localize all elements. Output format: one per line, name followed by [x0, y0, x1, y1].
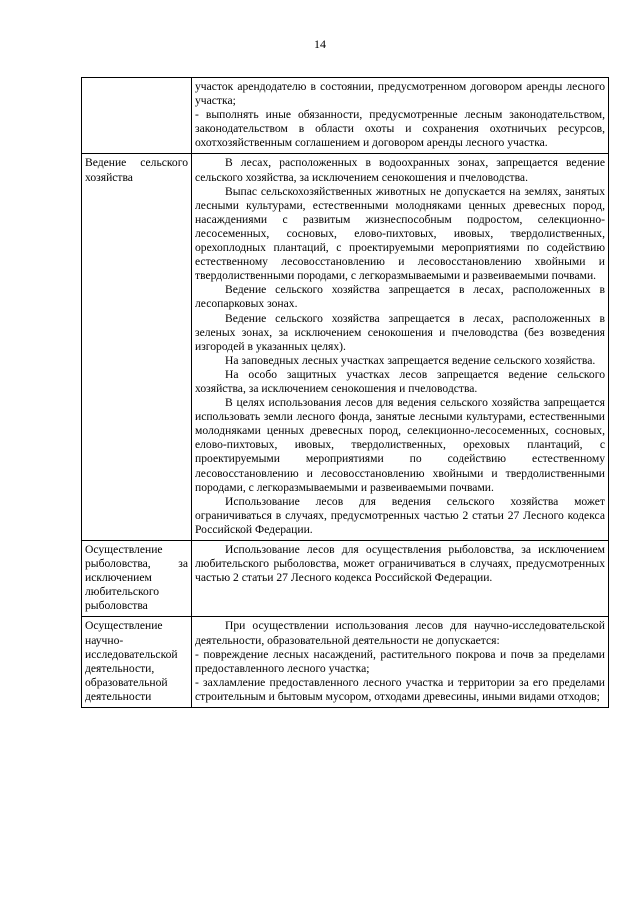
- paragraph: - захламление предоставленного лесного участка и территории за его пределами строительным и бытовым мусором, отходами древесины, иными видами отходов;: [195, 675, 605, 703]
- row-label: Ведение сельского хозяйства: [82, 154, 192, 541]
- paragraph: Ведение сельского хозяйства запрещается в лесах, расположенных в зеленых зонах, за исключением сенокошения и пчеловодства (без возведения изгородей в указанных целях).: [195, 311, 605, 353]
- row-label: [82, 78, 192, 154]
- paragraph: - выполнять иные обязанности, предусмотренные лесным законодательством, законодательством в области охоты и сохранения охотничьих ресурсов, охотхозяйственным соглашением и договором аренды лесного участка.: [195, 108, 605, 150]
- paragraph: Ведение сельского хозяйства запрещается в лесах, расположенных в лесопарковых зонах.: [195, 283, 605, 311]
- row-label: Осуществление рыболовства, за исключением любительского рыболовства: [82, 541, 192, 617]
- table-row: [82, 154, 609, 541]
- row-label: Осуществление научно-исследовательской деятельности, образовательной деятельности: [82, 617, 192, 708]
- paragraph: Использование лесов для осуществления рыболовства, за исключением любительского рыболовства, может ограничиваться в случаях, предусмотренных частью 2 статьи 27 Лесного кодекса Российской Федерации.: [195, 543, 605, 585]
- paragraph: В лесах, расположенных в водоохранных зонах, запрещается ведение сельского хозяйства, за исключением сенокошения и пчеловодства.: [195, 156, 605, 184]
- row-content: [192, 78, 609, 154]
- table-row: [82, 541, 609, 617]
- paragraph: В целях использования лесов для ведения сельского хозяйства запрещается использовать земли лесного фонда, занятые лесными культурами, естественными молодняками ценных древесных пород, селекционно-лесосеменных, сосновых, елово-пихтовых, ивовых, твердолиственных, ореховых плантаций, с проектируемыми мероприятиями по содействию естественному лесовосстановлению и лесовосстановлению хвойными и твердолиственными породами, с легкоразмываемыми и развеиваемыми почвами.: [195, 396, 605, 494]
- paragraph: - повреждение лесных насаждений, растительного покрова и почв за пределами предоставленного лесного участка;: [195, 647, 605, 675]
- row-content: [192, 154, 609, 541]
- paragraph: Использование лесов для ведения сельского хозяйства может ограничиваться в случаях, предусмотренных частью 2 статьи 27 Лесного кодекса Российской Федерации.: [195, 494, 605, 536]
- paragraph: Выпас сельскохозяйственных животных не допускается на землях, занятых лесными культурами, естественными молодняками ценных древесных пород, насаждениями с развитым жизнеспособным подростом, селекционно-лесосеменных, сосновых, елово-пихтовых, ивовых, твердолиственных, орехоплодных плантаций, с проектируемыми мероприятиями по содействию естественному лесовосстановлению и лесовосстановлению хвойными и твердолиственными породами, с легкоразмываемыми и развеиваемыми почвами.: [195, 184, 605, 283]
- table-row: [82, 78, 609, 154]
- page-number: 14: [314, 37, 326, 51]
- row-content: [192, 541, 609, 617]
- paragraph: участок арендодателю в состоянии, предусмотренном договором аренды лесного участка;: [195, 80, 605, 108]
- paragraph: На особо защитных участках лесов запрещается ведение сельского хозяйства, за исключением сенокошения и пчеловодства.: [195, 367, 605, 395]
- table-row: [82, 617, 609, 708]
- paragraph: При осуществлении использования лесов для научно-исследовательской деятельности, образовательной деятельности не допускается:: [195, 619, 605, 647]
- forest-use-table: [81, 77, 609, 708]
- paragraph: На заповедных лесных участках запрещается ведение сельского хозяйства.: [225, 353, 596, 367]
- row-content: [192, 617, 609, 708]
